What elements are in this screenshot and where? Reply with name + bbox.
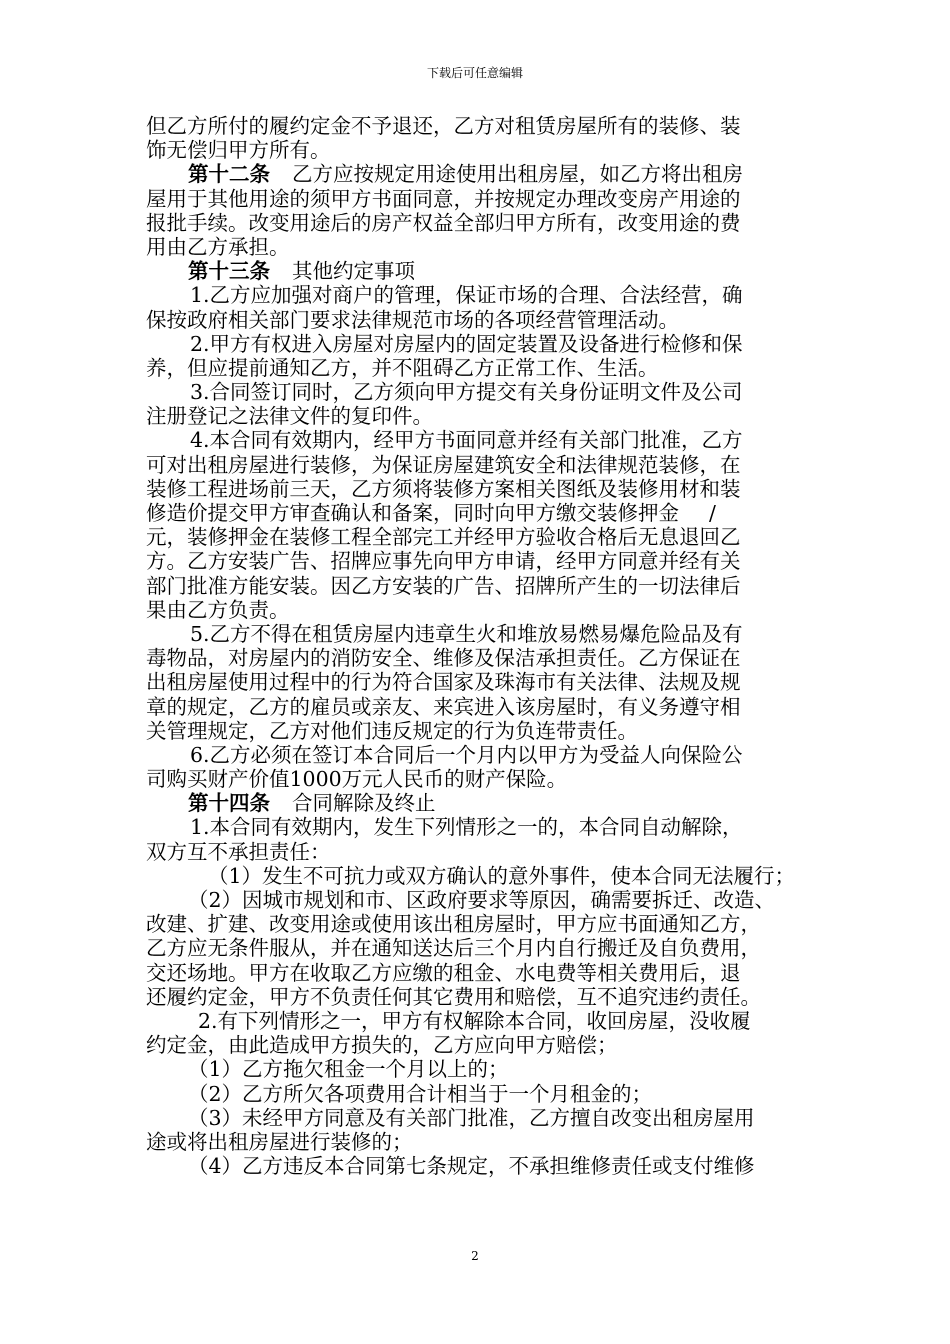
text-line: 元，装修押金在装修工程全部完工并经甲方验收合格后无息退回乙 — [146, 525, 741, 550]
text-line: （1）发生不可抗力或双方确认的意外事件，使本合同无法履行； — [208, 863, 796, 888]
text-line: 6.乙方必须在签订本合同后一个月内以甲方为受益人向保险公 — [190, 742, 743, 767]
text-line: 装修工程进场前三天，乙方须将装修方案相关图纸及装修用材和装 — [146, 476, 741, 501]
article-13-heading — [146, 259, 818, 283]
article-12-text: 乙方应按规定用途使用出租房屋，如乙方将出租房 — [292, 162, 743, 187]
text-line: 可对出租房屋进行装修，为保证房屋建筑安全和法律规范装修，在 — [146, 452, 741, 477]
text-line: 章的规定，乙方的雇员或亲友、来宾进入该房屋时，有义务遵守相 — [146, 694, 741, 719]
text-line: 司购买财产价值1000万元人民币的财产保险。 — [146, 767, 568, 792]
article-12-heading — [146, 162, 818, 186]
text-line: （2）因城市规划和市、区政府要求等原因，确需要拆迁、改造、 — [188, 888, 776, 912]
text-line: 饰无偿归甲方所有。 — [146, 138, 331, 163]
text-line-content: 修造价提交甲方审查确认和备案，同时向甲方缴交装修押金 — [146, 501, 679, 525]
text-line: 1.本合同有效期内，发生下列情形之一的，本合同自动解除， — [190, 815, 743, 840]
text-line: 4.本合同有效期内，经甲方书面同意并经有关部门批准，乙方 — [190, 428, 743, 453]
article-14-label: 第十四条 — [188, 791, 270, 816]
article-13-label: 第十三条 — [188, 259, 270, 284]
text-line: 报批手续。改变用途后的房产权益全部归甲方所有，改变用途的费 — [146, 210, 741, 235]
text-line: （1）乙方拖欠租金一个月以上的； — [188, 1057, 509, 1082]
text-line: 2.有下列情形之一，甲方有权解除本合同，收回房屋，没收履 — [198, 1008, 751, 1033]
deposit-blank-slash: / — [709, 501, 716, 525]
text-line: 方。乙方安装广告、招牌应事先向甲方申请，经甲方同意并经有关 — [146, 549, 741, 574]
text-line: 5.乙方不得在租赁房屋内违章生火和堆放易燃易爆危险品及有 — [190, 621, 743, 646]
text-line: 果由乙方负责。 — [146, 597, 290, 622]
text-line: 注册登记之法律文件的复印件。 — [146, 404, 433, 429]
text-line: 双方互不承担责任： — [146, 839, 331, 864]
text-line: 出租房屋使用过程中的行为符合国家及珠海市有关法律、法规及规 — [146, 670, 741, 695]
text-line: 改建、扩建、改变用途或使用该出租房屋时，甲方应书面通知乙方， — [146, 912, 761, 937]
text-line: 但乙方所付的履约定金不予退还，乙方对租赁房屋所有的装修、装 — [146, 114, 741, 138]
text-line: 3.合同签订同时，乙方须向甲方提交有关身份证明文件及公司 — [190, 380, 743, 405]
text-line: 还履约定金，甲方不负责任何其它费用和赔偿，互不追究违约责任。 — [146, 984, 761, 1009]
article-12-label: 第十二条 — [188, 162, 270, 187]
text-line: 部门批准方能安装。因乙方安装的广告、招牌所产生的一切法律后 — [146, 573, 741, 598]
text-line: 约定金，由此造成甲方损失的，乙方应向甲方赔偿； — [146, 1033, 618, 1058]
page-header: 下载后可任意编辑 — [426, 66, 523, 80]
page-number: 2 — [471, 1249, 479, 1263]
article-14-text: 合同解除及终止 — [292, 791, 436, 816]
text-line: 途或将出租房屋进行装修的； — [146, 1129, 413, 1154]
text-line: 用由乙方承担。 — [146, 234, 290, 259]
text-line: 屋用于其他用途的须甲方书面同意，并按规定办理改变房产用途的 — [146, 186, 741, 211]
text-line — [146, 501, 818, 525]
text-line: 2.甲方有权进入房屋对房屋内的固定装置及设备进行检修和保 — [190, 331, 743, 356]
text-line: 乙方应无条件服从，并在通知送达后三个月内自行搬迁及自负费用， — [146, 936, 761, 961]
text-line: （3）未经甲方同意及有关部门批准，乙方擅自改变出租房屋用 — [188, 1105, 755, 1130]
document-body — [146, 114, 818, 1178]
text-line: （2）乙方所欠各项费用合计相当于一个月租金的； — [188, 1081, 653, 1106]
text-line: 毒物品，对房屋内的消防安全、维修及保洁承担责任。乙方保证在 — [146, 646, 741, 671]
text-line: 1.乙方应加强对商户的管理，保证市场的合理、合法经营，确 — [190, 283, 743, 308]
article-13-text: 其他约定事项 — [292, 259, 415, 284]
text-line: 关管理规定，乙方对他们违反规定的行为负连带责任。 — [146, 718, 638, 743]
text-line: 养，但应提前通知乙方，并不阻碍乙方正常工作、生活。 — [146, 355, 659, 380]
text-line: （4）乙方违反本合同第七条规定，不承担维修责任或支付维修 — [188, 1154, 755, 1179]
article-14-heading — [146, 791, 818, 815]
text-line: 交还场地。甲方在收取乙方应缴的租金、水电费等相关费用后，退 — [146, 960, 741, 985]
text-line: 保按政府相关部门要求法律规范市场的各项经营管理活动。 — [146, 307, 679, 332]
